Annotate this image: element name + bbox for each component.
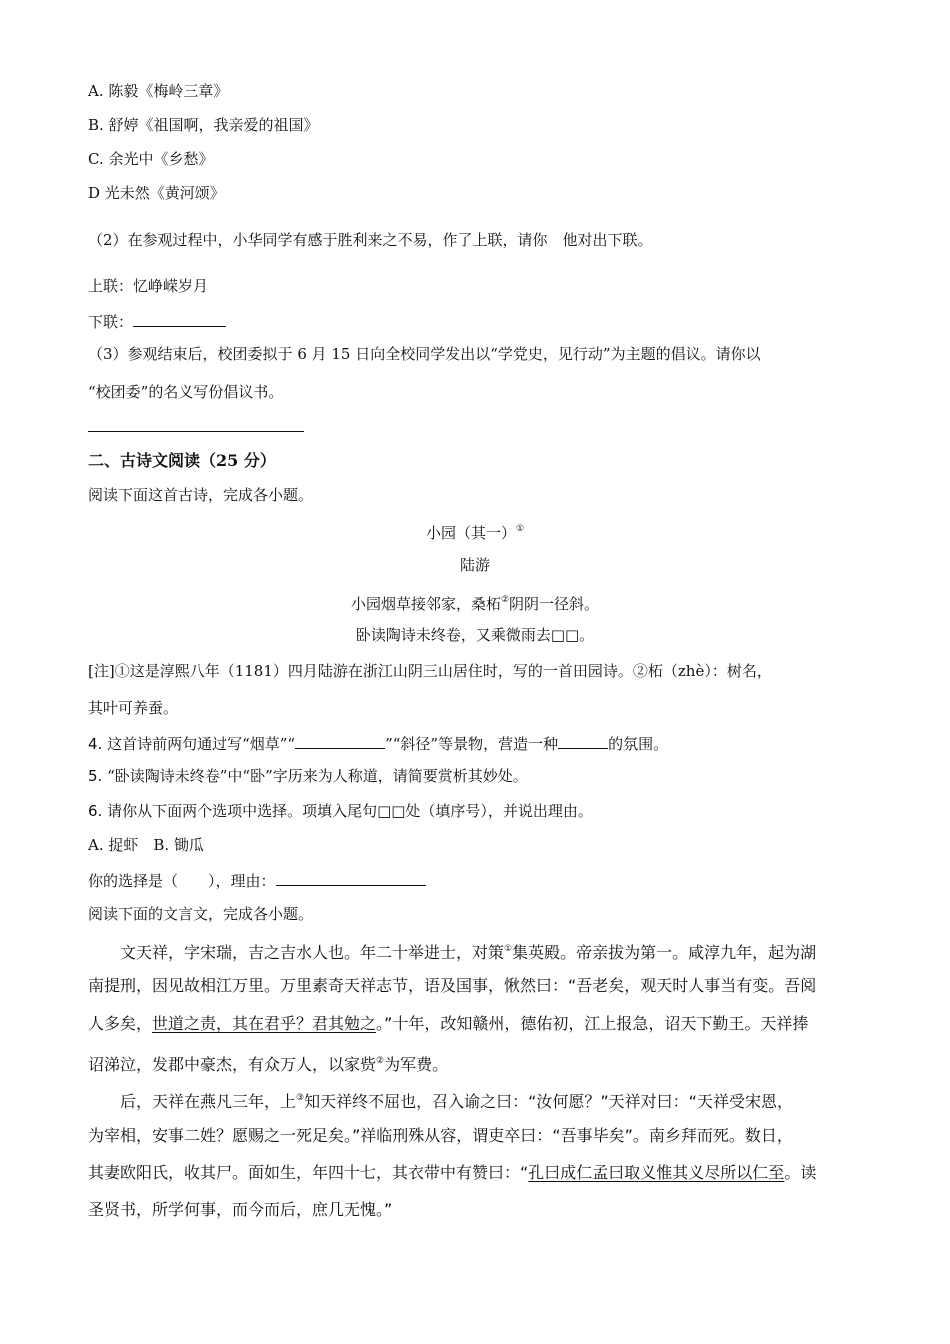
q2-upper-couplet: 上联：忆峥嵘岁月 bbox=[88, 277, 209, 295]
classical-p1-line-3 bbox=[88, 1013, 808, 1035]
option-a: A. 陈毅《梅岭三章》 bbox=[88, 82, 229, 100]
poem-line-1-a: 小园烟草接邻家，桑柘 bbox=[350, 595, 501, 613]
classical-p2-line-3 bbox=[88, 1162, 816, 1184]
q4-blank-1[interactable] bbox=[295, 731, 385, 749]
q6 bbox=[88, 800, 593, 822]
poem-author: 陆游 bbox=[459, 556, 490, 574]
q2-lower-label: 下联： bbox=[88, 313, 134, 331]
p1-l1-b: 集英殿。帝亲拔为第一。咸淳九年，起为湖 bbox=[512, 943, 817, 962]
classical-p1-line-1 bbox=[120, 938, 816, 964]
q5-text: . “卧读陶诗未终卷”中“卧”字历来为人称道，请简要赏析其妙处。 bbox=[97, 767, 528, 785]
p2-l1-b: 知天祥终不屈也，召入谕之曰：“汝何愿？”天祥对曰：“天祥受宋恩， bbox=[304, 1092, 793, 1111]
q2-lower-couplet bbox=[88, 309, 226, 333]
classical-p1-line-2: 南提刑，因见故相江万里。万里素奇天祥志节，语及国事，愀然曰：“吾老矣，观天时人事当有变。吾阅 bbox=[88, 976, 817, 995]
classical-p2-line-2: 为宰相，安事二姓？愿赐之一死足矣。”祥临刑殊从容，谓吏卒曰：“吾事毕矣”。南乡拜而死。数日， bbox=[88, 1126, 793, 1145]
q4-blank-2[interactable] bbox=[558, 731, 608, 749]
q6-answer-label: 你的选择是（ ），理由： bbox=[88, 872, 276, 890]
classical-p2-line-1 bbox=[120, 1087, 793, 1113]
q5 bbox=[88, 765, 528, 787]
q4-text-b: ”“斜径”等景物，营造一种 bbox=[385, 735, 559, 753]
q4-number: 4 bbox=[88, 735, 98, 753]
p1-l1-a: 文天祥，字宋瑞，吉之吉水人也。年二十举进士，对策 bbox=[120, 943, 505, 962]
poem-line-1 bbox=[0, 589, 950, 615]
poem-line-1-note: ② bbox=[500, 595, 510, 605]
section-2-intro: 阅读下面这首古诗，完成各小题。 bbox=[88, 486, 314, 504]
q2-prompt: （2）在参观过程中，小华同学有感于胜利来之不易，作了上联，请你 他对出下联。 bbox=[88, 231, 653, 249]
classical-intro: 阅读下面的文言文，完成各小题。 bbox=[88, 905, 314, 923]
q2-answer-blank[interactable] bbox=[133, 309, 226, 327]
p2-l1-note: ③ bbox=[296, 1093, 305, 1103]
poem-title-note: ① bbox=[515, 524, 525, 534]
q3-line-1: （3）参观结束后，校团委拟于 6 月 15 日向全校同学发出以“学党史，见行动”为主题的倡议。请你以 bbox=[88, 345, 761, 363]
option-d: D 光未然《黄河颂》 bbox=[88, 184, 225, 202]
poem-note-line-2: 其叶可养蚕。 bbox=[88, 699, 179, 717]
p1-l4-b: 为军费。 bbox=[384, 1055, 449, 1074]
p2-l3-underlined: 孔曰成仁孟曰取义惟其义尽所以仁至 bbox=[528, 1163, 785, 1182]
q6-answer bbox=[88, 868, 426, 892]
p2-l3-b: 。读 bbox=[784, 1163, 817, 1182]
option-b: B. 舒婷《祖国啊，我亲爱的祖国》 bbox=[88, 116, 319, 134]
p1-l4-note: ② bbox=[376, 1056, 385, 1066]
p1-l3-underlined: 世道之责，其在君乎？君其勉之 bbox=[152, 1014, 377, 1033]
p1-l1-note: ① bbox=[504, 944, 513, 954]
poem-title bbox=[0, 518, 950, 544]
q6-number: 6 bbox=[88, 802, 98, 820]
q5-number: 5 bbox=[88, 767, 98, 785]
q4 bbox=[88, 731, 668, 755]
poem-note-line-1: [注]①这是淳熙八年（1181）四月陆游在浙江山阴三山居住时，写的一首田园诗。②柘（zhè）：树名， bbox=[88, 662, 772, 680]
classical-p2-line-4: 圣贤书，所学何事，而今而后，庶几无愧。” bbox=[88, 1200, 393, 1219]
q3-answer-blank[interactable] bbox=[88, 431, 304, 432]
q6-text: . 请你从下面两个选项中选择。项填入尾句□□处（填序号），并说出理由。 bbox=[97, 802, 593, 820]
q3-line-2: “校团委”的名义写份倡议书。 bbox=[88, 383, 284, 401]
q6-reason-blank[interactable] bbox=[276, 868, 426, 886]
classical-p1-line-4 bbox=[88, 1050, 448, 1076]
p2-l1-a: 后，天祥在燕凡三年，上 bbox=[120, 1092, 297, 1111]
poem-line-2: 卧读陶诗未终卷，又乘微雨去□□。 bbox=[355, 626, 595, 644]
q6-options: A. 捉虾 B. 锄瓜 bbox=[88, 836, 204, 854]
q4-text-a: . 这首诗前两句通过写“烟草”“ bbox=[97, 735, 296, 753]
poem-title-text: 小园（其一） bbox=[425, 524, 516, 542]
poem-line-1-b: 阴阴一径斜。 bbox=[509, 595, 600, 613]
p1-l3-b: 。”十年，改知赣州，德佑初，江上报急，诏天下勤王。天祥捧 bbox=[376, 1014, 809, 1033]
p1-l3-a: 人多矣， bbox=[88, 1014, 153, 1033]
section-2-title: 二、古诗文阅读（25 分） bbox=[88, 451, 276, 470]
p1-l4-a: 诏涕泣，发郡中豪杰，有众万人，以家赀 bbox=[88, 1055, 377, 1074]
option-c: C. 余光中《乡愁》 bbox=[88, 150, 214, 168]
p2-l3-a: 其妻欧阳氏，收其尸。面如生，年四十七，其衣带中有赞曰：“ bbox=[88, 1163, 529, 1182]
q4-text-c: 的氛围。 bbox=[608, 735, 669, 753]
